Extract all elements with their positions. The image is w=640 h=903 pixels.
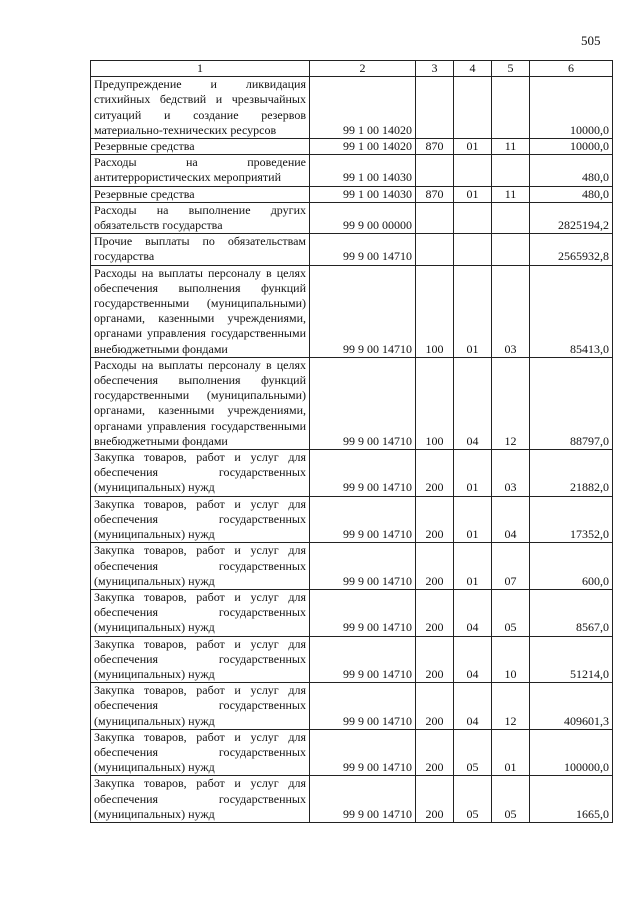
row-col3-cell: 200 (416, 543, 454, 590)
row-code-cell: 99 9 00 14710 (310, 265, 416, 357)
row-col5-cell (492, 77, 530, 139)
row-code-cell: 99 9 00 14710 (310, 636, 416, 683)
row-col5-cell: 05 (492, 589, 530, 636)
row-code-cell: 99 9 00 14710 (310, 496, 416, 543)
row-col3-cell: 870 (416, 186, 454, 202)
row-name-cell: Расходы на выполнение других обязательств государства (91, 202, 310, 233)
row-col5-cell (492, 234, 530, 265)
row-col5-cell: 12 (492, 357, 530, 449)
row-amount-cell: 100000,0 (530, 729, 613, 776)
row-col4-cell: 04 (454, 636, 492, 683)
row-amount-cell: 2825194,2 (530, 202, 613, 233)
row-col4-cell: 01 (454, 450, 492, 497)
row-col4-cell: 05 (454, 776, 492, 823)
row-col3-cell: 200 (416, 729, 454, 776)
table-row (91, 683, 613, 730)
row-name-cell: Закупка товаров, работ и услуг для обеспечения государственных (муниципальных) нужд (91, 683, 310, 730)
row-col3-cell: 200 (416, 450, 454, 497)
table-row (91, 234, 613, 265)
row-col3-cell (416, 77, 454, 139)
row-col5-cell: 03 (492, 265, 530, 357)
row-col4-cell (454, 202, 492, 233)
row-code-cell: 99 9 00 14710 (310, 683, 416, 730)
row-col3-cell: 100 (416, 265, 454, 357)
table-row (91, 729, 613, 776)
row-col4-cell: 04 (454, 357, 492, 449)
row-name-cell: Расходы на выплаты персоналу в целях обеспечения выполнения функций государственными (муниципальными) органами, казенными учреждениями, органами управления государственными внебюджетными фондами (91, 357, 310, 449)
row-name-cell: Резервные средства (91, 186, 310, 202)
row-col5-cell (492, 202, 530, 233)
row-col4-cell: 01 (454, 265, 492, 357)
row-col5-cell: 12 (492, 683, 530, 730)
row-code-cell: 99 9 00 14710 (310, 776, 416, 823)
row-col4-cell: 01 (454, 186, 492, 202)
row-name-cell: Закупка товаров, работ и услуг для обеспечения государственных (муниципальных) нужд (91, 729, 310, 776)
row-col5-cell: 11 (492, 139, 530, 155)
table-row (91, 636, 613, 683)
row-col4-cell: 01 (454, 543, 492, 590)
row-name-cell: Предупреждение и ликвидация стихийных бедствий и чрезвычайных ситуаций и создание резервов материально-технических ресурсов (91, 77, 310, 139)
table-row (91, 139, 613, 155)
row-code-cell: 99 9 00 14710 (310, 357, 416, 449)
row-name-cell: Закупка товаров, работ и услуг для обеспечения государственных (муниципальных) нужд (91, 636, 310, 683)
row-code-cell: 99 1 00 14030 (310, 186, 416, 202)
column-header-5: 5 (492, 61, 530, 77)
row-amount-cell: 10000,0 (530, 77, 613, 139)
row-code-cell: 99 1 00 14020 (310, 139, 416, 155)
row-col5-cell: 07 (492, 543, 530, 590)
table-row (91, 265, 613, 357)
row-amount-cell: 409601,3 (530, 683, 613, 730)
table-row (91, 496, 613, 543)
row-code-cell: 99 1 00 14030 (310, 155, 416, 186)
row-code-cell: 99 9 00 14710 (310, 543, 416, 590)
table-row (91, 202, 613, 233)
row-col5-cell: 11 (492, 186, 530, 202)
row-col3-cell: 200 (416, 496, 454, 543)
row-col5-cell: 01 (492, 729, 530, 776)
row-name-cell: Прочие выплаты по обязательствам государства (91, 234, 310, 265)
row-amount-cell: 1665,0 (530, 776, 613, 823)
table-row (91, 155, 613, 186)
row-col4-cell: 04 (454, 683, 492, 730)
row-name-cell: Закупка товаров, работ и услуг для обеспечения государственных (муниципальных) нужд (91, 589, 310, 636)
row-code-cell: 99 9 00 14710 (310, 729, 416, 776)
row-col3-cell: 200 (416, 776, 454, 823)
table-row (91, 543, 613, 590)
column-header-3: 3 (416, 61, 454, 77)
row-col3-cell: 200 (416, 636, 454, 683)
row-amount-cell: 8567,0 (530, 589, 613, 636)
row-amount-cell: 51214,0 (530, 636, 613, 683)
row-code-cell: 99 9 00 14710 (310, 450, 416, 497)
table-row (91, 450, 613, 497)
row-col4-cell: 01 (454, 139, 492, 155)
row-col3-cell (416, 155, 454, 186)
table-row (91, 776, 613, 823)
row-code-cell: 99 9 00 14710 (310, 589, 416, 636)
table-row (91, 357, 613, 449)
row-name-cell: Закупка товаров, работ и услуг для обеспечения государственных (муниципальных) нужд (91, 496, 310, 543)
column-header-2: 2 (310, 61, 416, 77)
row-code-cell: 99 9 00 00000 (310, 202, 416, 233)
row-col3-cell: 200 (416, 589, 454, 636)
row-col5-cell: 05 (492, 776, 530, 823)
row-amount-cell: 21882,0 (530, 450, 613, 497)
row-name-cell: Расходы на выплаты персоналу в целях обеспечения выполнения функций государственными (муниципальными) органами, казенными учреждениями, органами управления государственными внебюджетными фондами (91, 265, 310, 357)
row-col3-cell (416, 234, 454, 265)
row-col5-cell (492, 155, 530, 186)
row-col4-cell: 01 (454, 496, 492, 543)
row-amount-cell: 600,0 (530, 543, 613, 590)
row-amount-cell: 480,0 (530, 186, 613, 202)
table-body (91, 77, 613, 823)
table-header (91, 61, 613, 77)
row-amount-cell: 10000,0 (530, 139, 613, 155)
row-amount-cell: 17352,0 (530, 496, 613, 543)
row-name-cell: Резервные средства (91, 139, 310, 155)
table-row (91, 589, 613, 636)
row-col3-cell: 100 (416, 357, 454, 449)
row-col4-cell: 04 (454, 589, 492, 636)
row-amount-cell: 2565932,8 (530, 234, 613, 265)
row-col5-cell: 10 (492, 636, 530, 683)
budget-table (90, 60, 613, 823)
row-col4-cell (454, 155, 492, 186)
row-amount-cell: 480,0 (530, 155, 613, 186)
row-col3-cell: 200 (416, 683, 454, 730)
row-name-cell: Закупка товаров, работ и услуг для обеспечения государственных (муниципальных) нужд (91, 543, 310, 590)
row-amount-cell: 85413,0 (530, 265, 613, 357)
page-number: 505 (581, 33, 601, 48)
row-col5-cell: 03 (492, 450, 530, 497)
row-col4-cell: 05 (454, 729, 492, 776)
table-row (91, 77, 613, 139)
column-header-4: 4 (454, 61, 492, 77)
table-row (91, 186, 613, 202)
column-header-6: 6 (530, 61, 613, 77)
row-name-cell: Расходы на проведение антитеррористических мероприятий (91, 155, 310, 186)
row-code-cell: 99 9 00 14710 (310, 234, 416, 265)
header-row (91, 61, 613, 77)
row-code-cell: 99 1 00 14020 (310, 77, 416, 139)
column-header-1: 1 (91, 61, 310, 77)
row-col5-cell: 04 (492, 496, 530, 543)
row-amount-cell: 88797,0 (530, 357, 613, 449)
row-col3-cell (416, 202, 454, 233)
row-col4-cell (454, 234, 492, 265)
row-col3-cell: 870 (416, 139, 454, 155)
row-col4-cell (454, 77, 492, 139)
row-name-cell: Закупка товаров, работ и услуг для обеспечения государственных (муниципальных) нужд (91, 450, 310, 497)
row-name-cell: Закупка товаров, работ и услуг для обеспечения государственных (муниципальных) нужд (91, 776, 310, 823)
